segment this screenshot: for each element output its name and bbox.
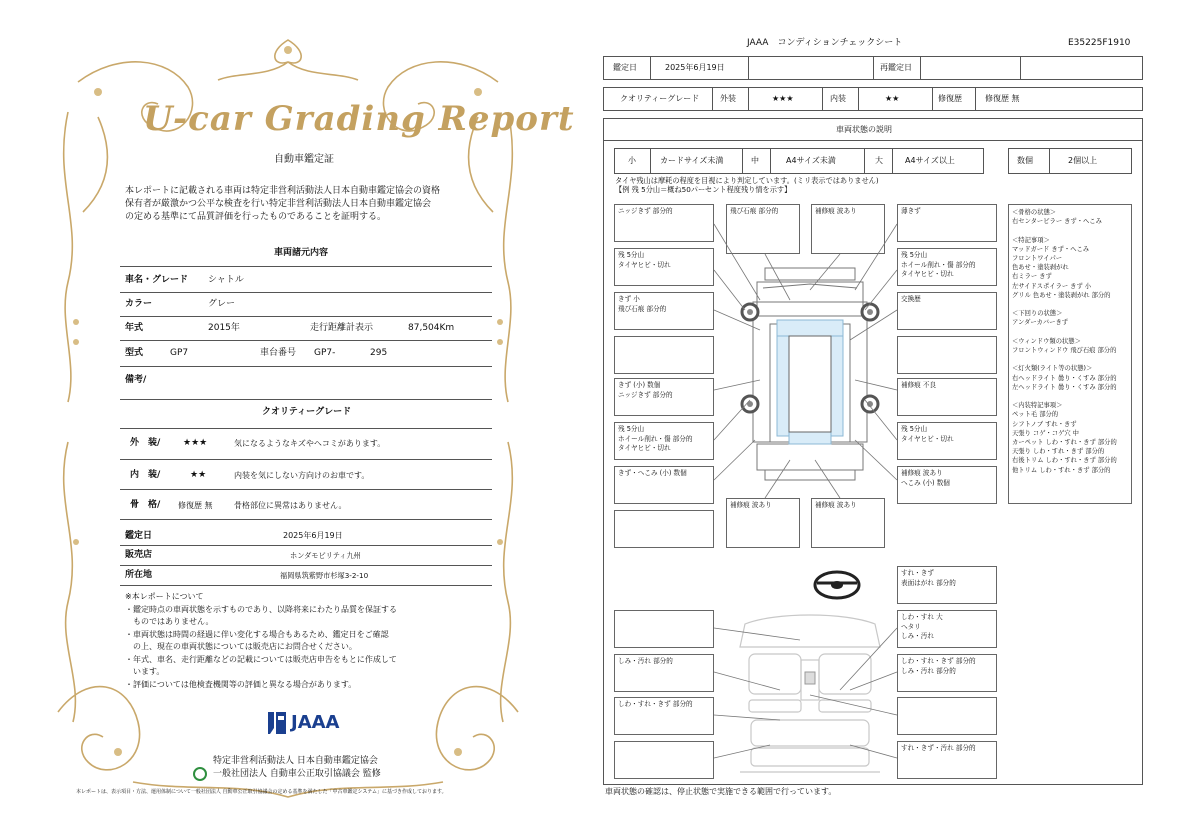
jaaa-mark-icon	[266, 710, 288, 736]
intro-line: 本レポートに記載される車両は特定非営利活動法人日本自動車鑑定協会の資格	[125, 186, 441, 196]
qg-label: クオリティーグレード	[620, 94, 700, 103]
color-value: グレー	[208, 299, 236, 309]
note-line: ・鑑定時点の車両状態を示すものであり、以降将来にわたり品質を保証する	[125, 604, 397, 614]
legend-count-desc: 2個以上	[1068, 156, 1098, 165]
interior-stars: ★★	[190, 470, 207, 480]
model-label: 型式	[125, 348, 144, 358]
date-label: 鑑定日	[125, 531, 153, 541]
note-cell-rear-seat-right: すれ・きず・汚れ 部分的	[897, 741, 997, 779]
quality-heading: クオリティーグレード	[262, 407, 352, 417]
condition-sheet-title: JAAA コンディションチェックシート	[747, 38, 903, 48]
name-value: シャトル	[208, 275, 244, 285]
name-label: 車名・グレード	[125, 275, 189, 285]
note-cell-left-carpet: しわ・すれ・きず 部分的	[614, 697, 714, 735]
frame-label: 骨 格/	[130, 500, 161, 510]
note-cell-right-tire-rear: 残 5分山 タイヤヒビ・切れ	[897, 422, 997, 460]
exterior-text: 気になるようなキズやヘコミがあります。	[234, 439, 386, 448]
sheet-footer: 車両状態の確認は、停止状態で実施できる範囲で行っています。	[605, 787, 837, 796]
note-cell-rear-bumper-right: 補修痕 波あり	[811, 498, 885, 548]
legend-medium-desc: A4サイズ未満	[786, 156, 836, 165]
jaaa-logo-text: JAAA	[291, 712, 340, 733]
date-value: 2025年6月19日	[665, 63, 725, 72]
legend-large-desc: A4サイズ以上	[905, 156, 955, 165]
note-cell-front-right: 薄きず	[897, 204, 997, 242]
addr-label: 所在地	[125, 570, 153, 580]
exterior-stars: ★★★	[183, 438, 208, 448]
org-line-1: 特定非営利活動法人 日本自動車鑑定協会	[213, 756, 378, 766]
tire-note-2: 【例 残 5分山＝概ね50パーセント程度残り情を示す】	[615, 185, 792, 194]
org-line-2: 一般社団法人 自動車公正取引協議会 監修	[213, 769, 381, 779]
chassis-suffix: 295	[370, 348, 388, 358]
mileage-label: 走行距離計表示	[310, 323, 374, 333]
addr-value: 福岡県筑紫野市杉塚3-2-10	[280, 571, 369, 580]
note-cell-right-front-seat: しわ・すれ・きず 部分的 しみ・汚れ 部分的	[897, 654, 997, 692]
note-cell-left-front-seat: しみ・汚れ 部分的	[614, 654, 714, 692]
repair-label: 修復歴	[938, 94, 962, 103]
frame-value: 修復歴 無	[178, 501, 213, 510]
notes-block	[125, 591, 397, 691]
note-line: の上、現在の車両状態については販売店にお問合せください。	[125, 642, 357, 651]
shop-label: 販売店	[125, 550, 153, 560]
note-cell-bonnet: 飛び石痕 部分的	[726, 204, 800, 254]
note-cell-ceiling: しわ・すれ 大 へタリ しみ・汚れ	[897, 610, 997, 648]
leader-lines-interior	[600, 560, 1010, 790]
footnote: 本レポートは、表示項目・方法、運用体制について一般社団法人 自動車公正取引協議会の定める基準を満たした「中古車鑑定システム」に基づき作成しております。	[76, 789, 447, 795]
note-cell-right-quarter: 補修痕 波あり へこみ (小) 数個	[897, 466, 997, 504]
chassis-label: 車台番号	[260, 348, 297, 358]
spec-heading: 車両諸元内容	[274, 248, 329, 258]
note-line: います。	[125, 667, 165, 676]
ext-value: ★★★	[772, 94, 794, 103]
intro-line: の定める基準にて品質評価を行ったものであることを証明する。	[125, 212, 387, 222]
note-cell-right-tire-front: 残 5分山 ホイール削れ・傷 部分的 タイヤヒビ・切れ	[897, 248, 997, 286]
color-label: カラー	[125, 299, 153, 309]
legend-large: 大	[875, 156, 883, 165]
note-cell-front-left: ニッジきず 部分的	[614, 204, 714, 242]
report-heading: 自動車鑑定証	[274, 154, 334, 165]
grading-report-page	[38, 22, 575, 817]
exterior-label: 外 装/	[130, 438, 161, 448]
redate-label: 再鑑定日	[880, 63, 912, 72]
note-line: ・年式、車名、走行距離などの記載については販売店申告をもとに作成して	[125, 654, 397, 664]
year-value: 2015年	[208, 323, 240, 333]
note-cell-left-quarter: きず・へこみ (小) 数個	[614, 466, 714, 504]
note-cell-steering: すれ・きず 表面はがれ 部分的	[897, 566, 997, 604]
date-label: 鑑定日	[613, 63, 637, 72]
org-seal-icon	[193, 767, 207, 781]
notes-title: ※本レポートについて	[125, 592, 204, 601]
intro-text	[125, 185, 505, 224]
legend-medium: 中	[751, 156, 759, 165]
note-cell-roof-front: 補修痕 波あり	[811, 204, 885, 254]
int-value: ★★	[885, 94, 900, 103]
chassis-value: GP7-	[314, 348, 336, 358]
frame-text: 骨格部位に異常はありません。	[234, 501, 347, 510]
doc-id: E35225F1910	[1068, 38, 1131, 48]
year-label: 年式	[125, 323, 144, 333]
logo-script: U-car Grading Report	[143, 99, 575, 139]
int-label: 内装	[830, 94, 846, 103]
leader-lines-top	[600, 200, 1010, 560]
intro-line: 保有者が厳激かつ公平な検査を行い特定非営利活動法人日本自動車鑑定協会	[125, 199, 432, 209]
legend-count: 数個	[1017, 156, 1033, 165]
note-cell-left-tire-rear: 残 5分山 ホイール削れ・傷 部分的 タイヤヒビ・切れ	[614, 422, 714, 460]
note-cell-left-fender: きず 小 飛び石痕 部分的	[614, 292, 714, 330]
ext-label: 外装	[720, 94, 736, 103]
shop-value: ホンダモビリティ九州	[290, 551, 361, 560]
desc-heading: 車両状態の説明	[836, 125, 892, 134]
interior-label: 内 装/	[130, 470, 161, 480]
side-remarks: ＜骨格の状態＞ 右センターピラー きず・へこみ ＜特記事項＞ マッドガード きず・へこみ フロントワイパー 色あせ・塗装剥がれ 右ミラー きず 左サイドスポイラー きず 小 グリル 色あせ・塗装剥がれ 部分的 ＜下回りの状態＞ アンダーカバーきず ＜ウィンドウ類の状態＞ フロントウィンドウ 飛び石痕 部分的 ＜灯火類(ライト等の状態)＞ 右ヘッドライト 曇り・くすみ 部分的 左ヘッドライト 曇り・くすみ 部分的 ＜内装特記事項＞ ペット毛 部分的 シフトノブ すれ・きず 天張り コゲ・コゲ穴 中 カーペット しわ・すれ・きず 部分的 天張り しわ・すれ・きず 部分的 右後トリム しわ・すれ・きず 部分的 他トリム しわ・すれ・きず 部分的	[1008, 204, 1132, 504]
tire-note-1: タイヤ残山は摩耗の程度を目視により判定しています。(ミリ表示ではありません)	[615, 176, 879, 185]
jaaa-logo	[266, 710, 356, 738]
note-cell-right-door-rear: 補修痕 不良	[897, 378, 997, 416]
legend-small: 小	[628, 156, 636, 165]
ornamental-border	[38, 22, 558, 817]
note-cell-rear-bumper-left: 補修痕 波あり	[726, 498, 800, 548]
remarks-label: 備考/	[125, 375, 147, 385]
note-cell-left-door-rear: きず (小) 数個 ニッジきず 部分的	[614, 378, 714, 416]
interior-text: 内装を気にしない方向けのお車です。	[234, 471, 370, 480]
note-line: ものではありません。	[125, 617, 214, 626]
date-value: 2025年6月19日	[283, 531, 343, 540]
note-line: ・車両状態は時間の経過に伴い変化する場合もあるため、鑑定日をご確認	[125, 629, 389, 639]
note-cell-right-fender: 交換歴	[897, 292, 997, 330]
repair-value: 修復歴 無	[985, 94, 1020, 103]
note-line: ・評価については他検査機関等の評価と異なる場合があります。	[125, 679, 357, 689]
mileage-value: 87,504Km	[408, 323, 455, 333]
note-cell-left-tire-front: 残 5分山 タイヤヒビ・切れ	[614, 248, 714, 286]
model-value: GP7	[170, 348, 189, 358]
legend-small-desc: カードサイズ未満	[660, 156, 724, 165]
